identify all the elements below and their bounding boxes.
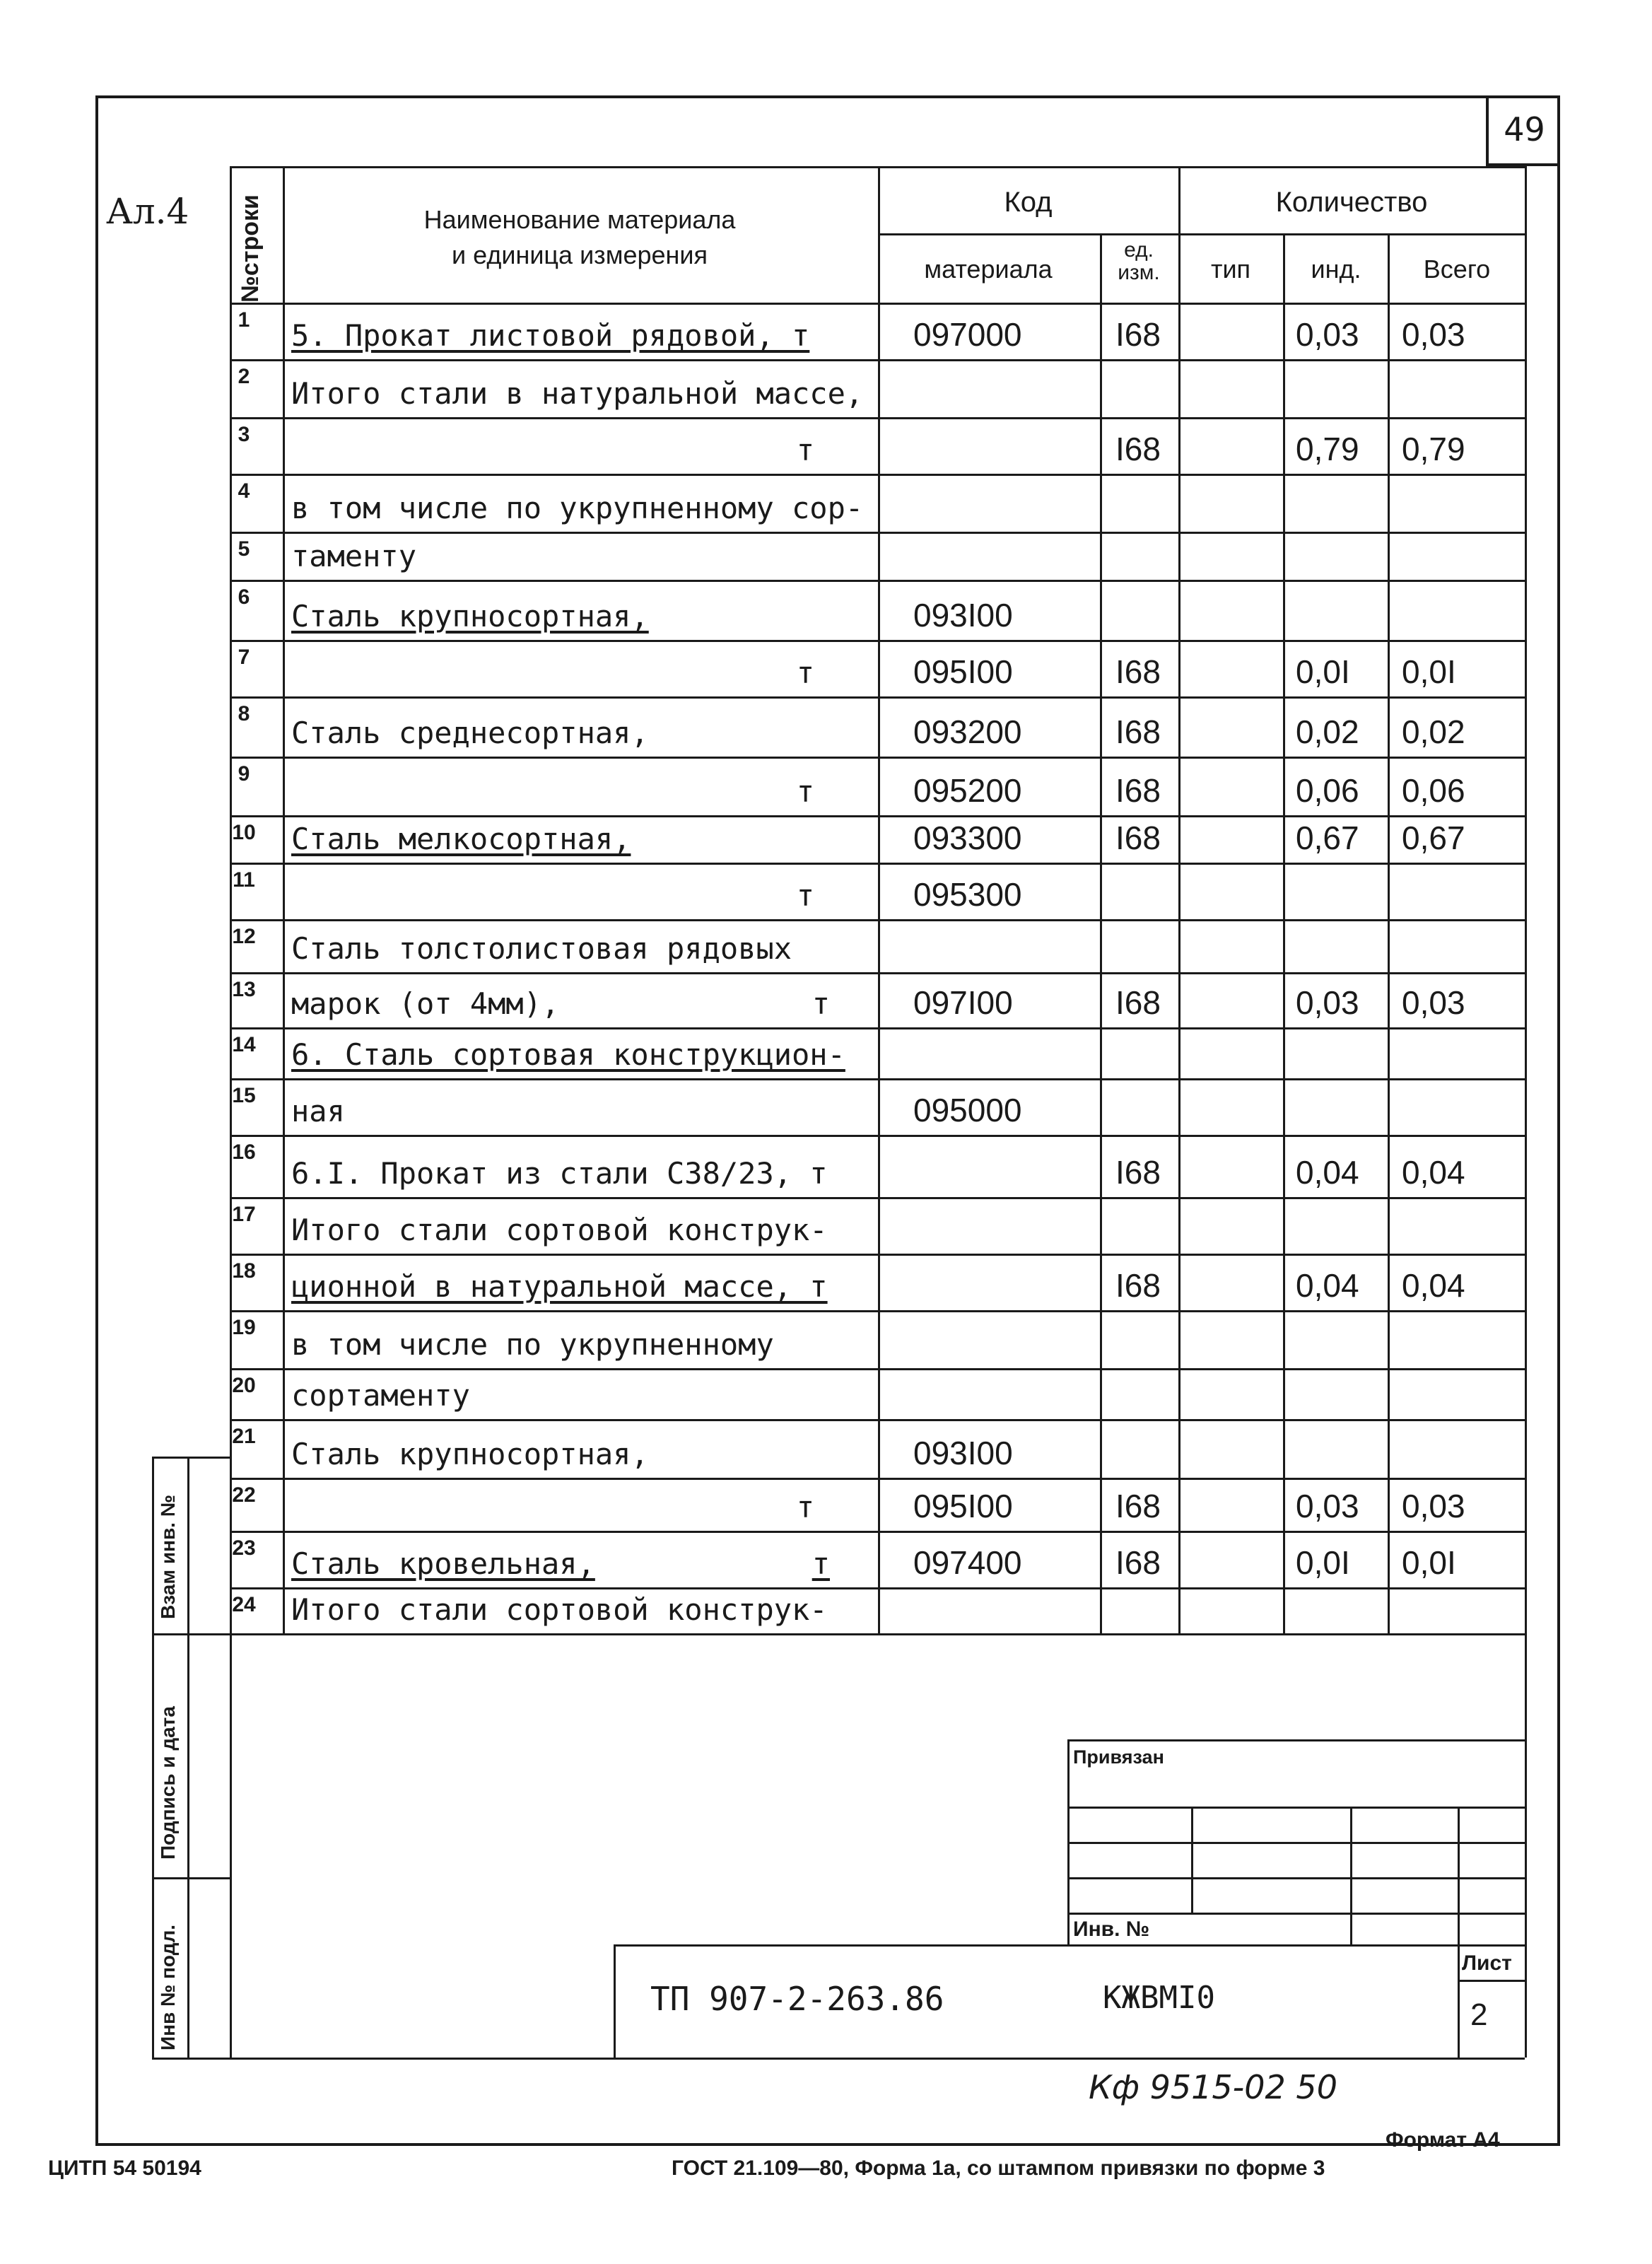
- stamp-line: [614, 1944, 1525, 1947]
- side-strip-line: [152, 1457, 154, 2058]
- stamp-line: [1067, 1739, 1525, 1741]
- row-qty-ind: 0,03: [1296, 316, 1359, 353]
- row-qty-total: 0,79: [1402, 431, 1465, 467]
- row-qty-ind: 0,06: [1296, 772, 1359, 809]
- table-grid-line: [878, 233, 1525, 235]
- row-name: т: [796, 1490, 814, 1524]
- stamp-doc-code: ТП 907-2-263.86: [650, 1980, 944, 2018]
- row-number: 23: [232, 1536, 256, 1560]
- table-grid-line: [230, 972, 1525, 974]
- row-name-unit: т: [812, 1546, 830, 1581]
- table-grid-line: [230, 1531, 1525, 1533]
- row-number: 21: [232, 1425, 256, 1448]
- row-name: в том числе по укрупненному: [291, 1327, 774, 1362]
- row-material-code: 095I00: [913, 1488, 1013, 1524]
- stamp-line: [1067, 1842, 1525, 1844]
- row-number: 14: [232, 1033, 256, 1056]
- row-unit-code: I68: [1115, 1267, 1161, 1304]
- page-number: 49: [1486, 95, 1560, 166]
- side-label-vzam: Взам инв. №: [157, 1495, 179, 1619]
- row-number: 8: [238, 702, 250, 725]
- row-qty-total: 0,0I: [1402, 653, 1456, 690]
- table-grid-line: [230, 474, 1525, 476]
- header-name-line1: Наименование материала: [423, 205, 736, 234]
- row-number: 1: [238, 308, 250, 332]
- handwritten-code: Кф 9515-02 50: [1089, 2068, 1337, 2106]
- row-qty-ind: 0,79: [1296, 431, 1359, 467]
- stamp-line: [1458, 1807, 1460, 2058]
- stamp-line: [1067, 1913, 1525, 1915]
- row-unit-code: I68: [1115, 772, 1161, 809]
- side-strip-line: [187, 1457, 189, 2058]
- row-material-code: 097I00: [913, 984, 1013, 1021]
- stamp-inv-no: Инв. №: [1073, 1918, 1150, 1941]
- row-qty-ind: 0,03: [1296, 1488, 1359, 1524]
- row-number: 11: [233, 868, 255, 892]
- row-number: 7: [238, 646, 250, 669]
- header-qty-total: Всего: [1423, 255, 1491, 284]
- table-grid-line: [230, 919, 1525, 921]
- row-unit-code: I68: [1115, 431, 1161, 467]
- row-name: Сталь крупносортная,: [291, 599, 649, 634]
- row-qty-ind: 0,04: [1296, 1154, 1359, 1191]
- row-number: 22: [232, 1483, 256, 1507]
- row-material-code: 095200: [913, 772, 1022, 809]
- row-name: Итого стали сортовой конструк-: [291, 1592, 828, 1627]
- row-number: 4: [238, 479, 250, 503]
- row-name: ционной в натуральной массе, т: [291, 1269, 828, 1304]
- row-name: т: [796, 655, 814, 690]
- row-name-text: марок (от 4мм),: [291, 986, 560, 1021]
- table-grid-line: [230, 1478, 1525, 1480]
- row-name: Сталь толстолистовая рядовых: [291, 931, 792, 966]
- table-grid-line: [1178, 166, 1181, 1633]
- table-grid-line: [230, 757, 1525, 759]
- bottom-area-line: [1525, 166, 1527, 2058]
- row-qty-total: 0,67: [1402, 819, 1465, 856]
- row-qty-total: 0,03: [1402, 984, 1465, 1021]
- row-qty-total: 0,03: [1402, 1488, 1465, 1524]
- row-name: таменту: [291, 539, 417, 573]
- row-unit-code: I68: [1115, 984, 1161, 1021]
- table-grid-line: [230, 1197, 1525, 1199]
- row-material-code: 095I00: [913, 653, 1013, 690]
- row-unit-code: I68: [1115, 713, 1161, 750]
- side-strip-line: [152, 1457, 230, 1459]
- row-unit-code: I68: [1115, 653, 1161, 690]
- row-unit-code: I68: [1115, 1154, 1161, 1191]
- row-name-text: Сталь кровельная,: [291, 1546, 595, 1581]
- row-number: 20: [232, 1374, 256, 1397]
- footer-left: ЦИТП 54 50194: [48, 2157, 201, 2180]
- table-grid-line: [230, 1310, 1525, 1312]
- table-grid-line: [1100, 233, 1102, 1633]
- bottom-area-line: [152, 2058, 1525, 2060]
- table-grid-line: [230, 1135, 1525, 1137]
- table-grid-line: [878, 166, 880, 1633]
- table-grid-line: [230, 1368, 1525, 1370]
- side-strip-line: [152, 1633, 230, 1635]
- row-qty-ind: 0,0I: [1296, 653, 1350, 690]
- table-grid-line: [1283, 233, 1285, 1633]
- header-quantity: Количество: [1275, 187, 1428, 218]
- row-material-code: 095300: [913, 876, 1022, 913]
- row-name: Сталь мелкосортная,: [291, 822, 631, 856]
- row-name: Итого стали в натуральной массе,: [291, 376, 864, 411]
- row-name: т: [796, 878, 814, 913]
- stamp-list-no: 2: [1470, 1997, 1488, 2032]
- table-grid-line: [230, 359, 1525, 361]
- table-grid-line: [1388, 233, 1390, 1633]
- header-qty-type: тип: [1210, 255, 1251, 284]
- table-grid-line: [230, 1254, 1525, 1256]
- table-grid-line: [230, 580, 1525, 582]
- row-name: в том числе по укрупненному сор-: [291, 491, 864, 525]
- row-unit-code: I68: [1115, 819, 1161, 856]
- row-material-code: 095000: [913, 1092, 1022, 1128]
- row-name: [291, 986, 830, 1021]
- table-grid-line: [230, 1587, 1525, 1589]
- row-name: т: [796, 433, 814, 467]
- row-name-unit: т: [812, 986, 830, 1021]
- row-number: 16: [232, 1140, 256, 1164]
- row-material-code: 093I00: [913, 597, 1013, 634]
- stamp-mark: КЖВМI0: [1103, 1980, 1215, 2016]
- table-grid-line: [230, 166, 1525, 168]
- row-qty-total: 0,04: [1402, 1267, 1465, 1304]
- row-qty-total: 0,04: [1402, 1154, 1465, 1191]
- row-material-code: 097000: [913, 316, 1022, 353]
- bottom-area-line: [230, 1633, 1525, 1635]
- side-label-podpis: Подпись и дата: [157, 1706, 179, 1860]
- header-code-unit: ед. изм.: [1118, 238, 1160, 284]
- row-name: Итого стали сортовой конструк-: [291, 1213, 828, 1247]
- row-unit-code: I68: [1115, 316, 1161, 353]
- row-qty-total: 0,0I: [1402, 1544, 1456, 1581]
- table-grid-line: [230, 417, 1525, 419]
- row-qty-ind: 0,02: [1296, 713, 1359, 750]
- row-qty-total: 0,03: [1402, 316, 1465, 353]
- row-number: 19: [232, 1316, 256, 1339]
- footer-format: Формат А4: [1386, 2128, 1500, 2152]
- stamp-line: [1350, 1807, 1352, 1944]
- row-number: 24: [232, 1593, 256, 1616]
- row-number: 5: [238, 537, 250, 561]
- row-unit-code: I68: [1115, 1544, 1161, 1581]
- row-number: 12: [232, 925, 256, 948]
- row-name: 6. Сталь сортовая конструкцион-: [291, 1037, 845, 1072]
- table-grid-line: [230, 532, 1525, 534]
- header-code: Код: [1004, 187, 1053, 218]
- table-grid-line: [230, 696, 1525, 699]
- row-unit-code: I68: [1115, 1488, 1161, 1524]
- sheet-label: Ал.4: [106, 191, 189, 232]
- table-grid-line: [230, 640, 1525, 642]
- row-name: Сталь среднесортная,: [291, 716, 649, 750]
- row-qty-ind: 0,03: [1296, 984, 1359, 1021]
- table-grid-line: [283, 166, 285, 1633]
- table-grid-line: [230, 1078, 1525, 1080]
- table-grid-line: [230, 1027, 1525, 1029]
- row-name: 6.I. Прокат из стали С38/23, т: [291, 1156, 828, 1191]
- header-row-number: №строки: [237, 194, 264, 303]
- table-grid-line: [230, 863, 1525, 865]
- row-number: 10: [232, 821, 256, 844]
- row-qty-ind: 0,0I: [1296, 1544, 1350, 1581]
- table-grid-line: [230, 1419, 1525, 1421]
- row-material-code: 093200: [913, 713, 1022, 750]
- row-qty-total: 0,06: [1402, 772, 1465, 809]
- row-qty-ind: 0,67: [1296, 819, 1359, 856]
- row-number: 6: [238, 585, 250, 609]
- row-number: 17: [232, 1203, 256, 1226]
- row-material-code: 097400: [913, 1544, 1022, 1581]
- row-qty-total: 0,02: [1402, 713, 1465, 750]
- stamp-privyazan: Привязан: [1073, 1746, 1164, 1768]
- stamp-line: [1067, 1807, 1525, 1809]
- bottom-area-line: [230, 1633, 232, 2058]
- row-name: ная: [291, 1094, 345, 1128]
- table-grid-line: [230, 303, 1525, 305]
- header-name-line2: и единица измерения: [451, 240, 708, 269]
- row-name: сортаменту: [291, 1378, 470, 1413]
- stamp-line: [1458, 1980, 1525, 1982]
- stamp-line: [1191, 1807, 1193, 1913]
- row-qty-ind: 0,04: [1296, 1267, 1359, 1304]
- row-number: 2: [238, 365, 250, 388]
- row-number: 3: [238, 423, 250, 446]
- row-number: 9: [238, 762, 250, 786]
- table-grid-line: [230, 815, 1525, 817]
- row-material-code: 093300: [913, 819, 1022, 856]
- row-material-code: 093I00: [913, 1435, 1013, 1471]
- stamp-line: [1067, 1877, 1525, 1879]
- header-qty-ind: инд.: [1311, 255, 1361, 284]
- row-name: [291, 1546, 830, 1581]
- side-label-inv-podl: Инв № подл.: [157, 1924, 179, 2050]
- row-name: т: [796, 774, 814, 809]
- row-number: 18: [232, 1259, 256, 1283]
- row-number: 15: [232, 1084, 256, 1107]
- row-name: Сталь крупносортная,: [291, 1437, 649, 1471]
- row-number: 13: [232, 978, 256, 1001]
- row-name: 5. Прокат листовой рядовой, т: [291, 318, 810, 353]
- side-strip-line: [152, 1877, 230, 1879]
- header-code-material: материала: [924, 255, 1053, 284]
- footer-gost: ГОСТ 21.109—80, Форма 1а, со штампом привязки по форме 3: [672, 2157, 1325, 2180]
- stamp-line: [614, 1944, 616, 2058]
- stamp-list-label: Лист: [1462, 1951, 1512, 1975]
